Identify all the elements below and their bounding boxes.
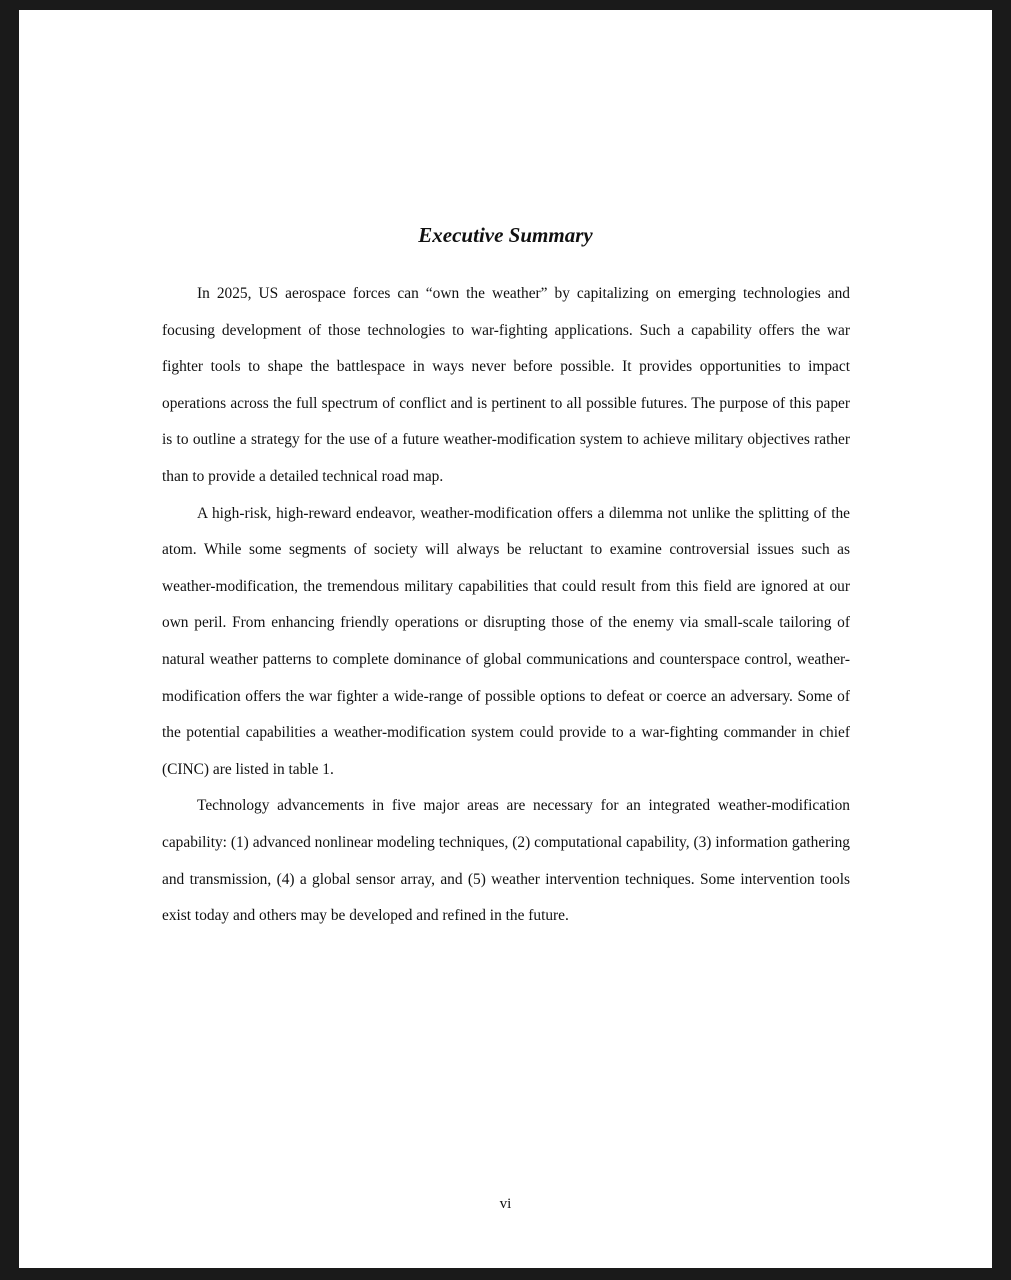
page-title: Executive Summary — [418, 223, 593, 247]
body-text — [162, 276, 850, 935]
page-number: vi — [499, 1196, 512, 1212]
document-page — [19, 10, 992, 1268]
paragraph-1: In 2025, US aerospace forces can “own the weather” by capitalizing on emerging technologies and focusing development of those technologies to war-fighting applications. Such a capability offers the war fighter tools to shape the battlespace in ways never before possible. It provides opportunities to impact operations across the full spectrum of conflict and is pertinent to all possible futures. The purpose of this paper is to outline a strategy for the use of a future weather-modification system to achieve military objectives rather than to provide a detailed technical road map. — [162, 285, 850, 485]
paragraph-3: Technology advancements in five major areas are necessary for an integrated weather-modification capability: (1) advanced nonlinear modeling techniques, (2) computational capability, (3) information gathering and transmission, (4) a global sensor array, and (5) weather intervention techniques. Some intervention tools exist today and others may be developed and refined in the future. — [162, 797, 850, 925]
paragraph-2: A high-risk, high-reward endeavor, weather-modification offers a dilemma not unlike the splitting of the atom. While some segments of society will always be reluctant to examine controversial issues such as weather-modification, the tremendous military capabilities that could result from this field are ignored at our own peril. From enhancing friendly operations or disrupting those of the enemy via small-scale tailoring of natural weather patterns to complete dominance of global communications and counterspace control, weather-modification offers the war fighter a wide-range of possible options to defeat or coerce an adversary. Some of the potential capabilities a weather-modification system could provide to a war-fighting commander in chief (CINC) are listed in table 1. — [162, 504, 850, 778]
